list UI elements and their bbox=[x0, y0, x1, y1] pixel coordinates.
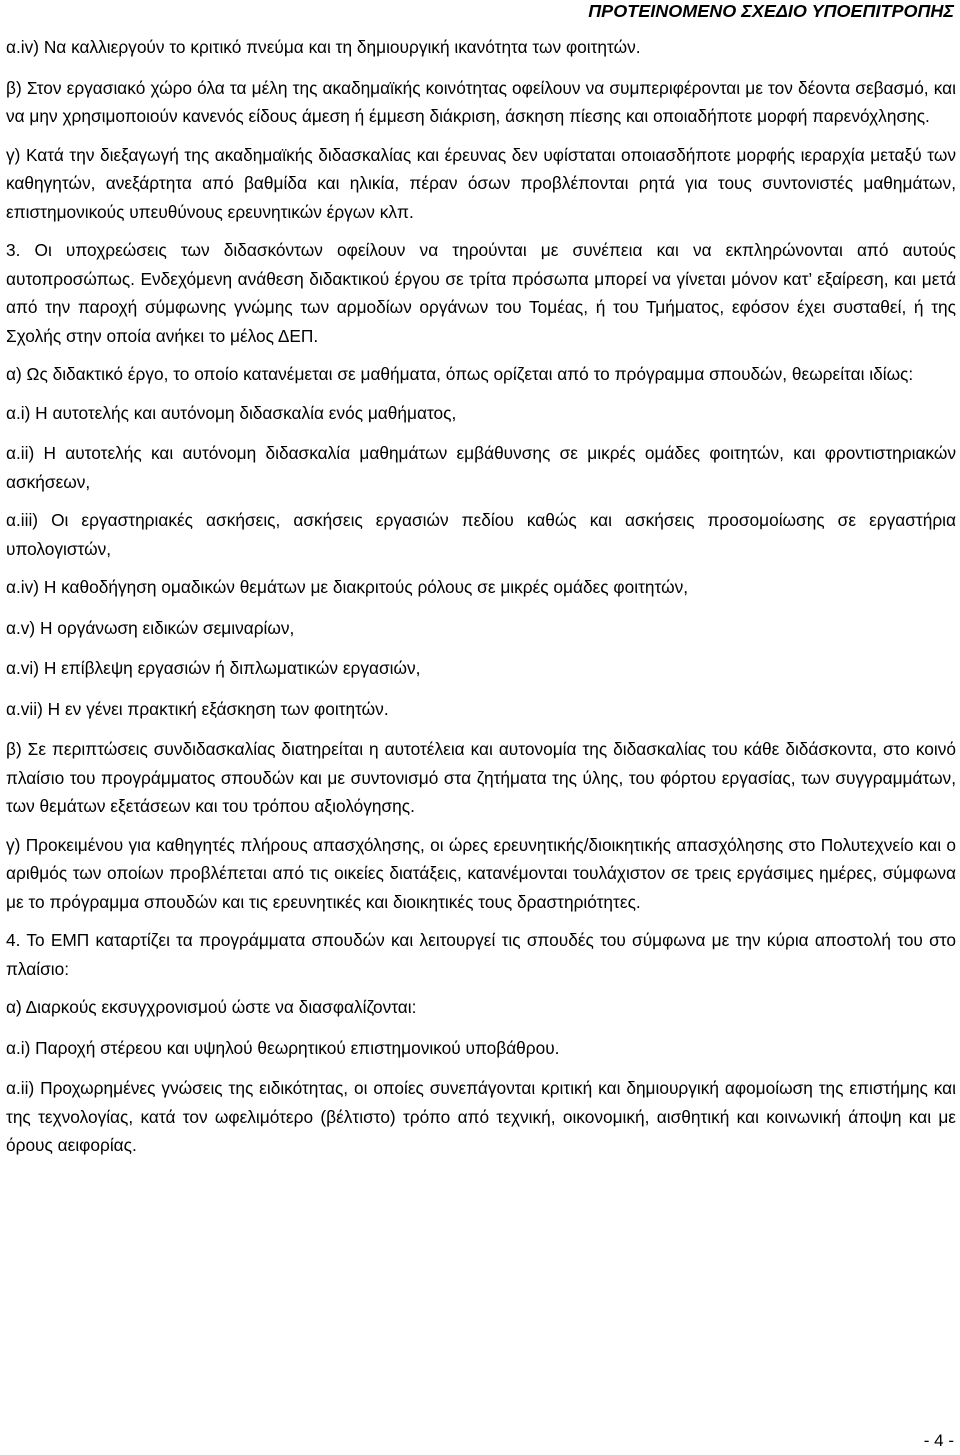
paragraph-b-respect: β) Στον εργασιακό χώρο όλα τα μέλη της ακαδημαϊκής κοινότητας οφείλουν να συμπεριφέρονται με τον δέοντα σεβασμό, και να μην χρησιμοποιούν κανενός είδους άμεση ή έμμεση διάκριση, άσκηση πίεσης και οποιαδήποτε μορφή παρενόχλησης. bbox=[6, 77, 956, 126]
paragraph-b-coteaching: β) Σε περιπτώσεις συνδιδασκαλίας διατηρείται η αυτοτέλεια και αυτονομία της διδασκαλίας του κάθε διδάσκοντα, στο κοινό πλαίσιο του προγράμματος σπουδών και με συντονισμό στα ζητήματα της ύλης, του φόρτου εργασίας, των συγγραμμάτων, των θεμάτων εξετάσεων και του τρόπου αξιολόγησης. bbox=[6, 739, 956, 816]
list-item-a-v: α.v) Η οργάνωση ειδικών σεμιναρίων, bbox=[6, 617, 295, 638]
paragraph-a-modernization: α) Διαρκούς εκσυγχρονισμού ώστε να διασφαλίζονται: bbox=[6, 997, 417, 1017]
list-item-a-vii: α.vii) Η εν γένει πρακτική εξάσκηση των φοιτητών. bbox=[6, 698, 389, 719]
document-body bbox=[6, 33, 956, 1170]
list-item-modern-a-i: α.i) Παροχή στέρεου και υψηλού θεωρητικού επιστημονικού υποβάθρου. bbox=[6, 1037, 560, 1058]
paragraph-4-programs: 4. Το ΕΜΠ καταρτίζει τα προγράμματα σπουδών και λειτουργεί τις σπουδές του σύμφωνα με την κύρια αποστολή του στο πλαίσιο: bbox=[6, 930, 956, 979]
list-item-a-vi: α.vi) Η επίβλεψη εργασιών ή διπλωματικών εργασιών, bbox=[6, 658, 421, 678]
paragraph-3-obligations: 3. Οι υποχρεώσεις των διδασκόντων οφείλουν να τηρούνται με συνέπεια και να εκπληρώνονται από αυτούς αυτοπροσώπως. Ενδεχόμενη ανάθεση διδακτικού έργου σε τρίτα πρόσωπα μπορεί να γίνεται μόνον κατ’ εξαίρεση, και μετά από την παροχή σύμφωνης γνώμης των αρμοδίων οργάνων του Τομέας, ή του Τμήματος, εφόσον έχει συσταθεί, ή της Σχολής στην οποία ανήκει το μέλος ΔΕΠ. bbox=[6, 240, 956, 346]
list-item-a-iv: α.iv) Η καθοδήγηση ομαδικών θεμάτων με διακριτούς ρόλους σε μικρές ομάδες φοιτητών, bbox=[6, 577, 689, 597]
list-item-modern-a-ii: α.ii) Προχωρημένες γνώσεις της ειδικότητας, οι οποίες συνεπάγονται κριτική και δημιουργική αφομοίωση της επιστήμης και της τεχνολογίας, κατά τον ωφελιμότερο (βέλτιστο) τρόπο από τεχνική, οικονομική, αισθητική και κοινωνική άποψη και με όρους αειφορίας. bbox=[6, 1078, 956, 1155]
paragraph-c-hierarchy: γ) Κατά την διεξαγωγή της ακαδημαϊκής διδασκαλίας και έρευνας δεν υφίσταται οποιασδήποτε μορφής ιεραρχία μεταξύ των καθηγητών, ανεξάρτητα από βαθμίδα και ηλικία, πέραν όσων προβλέπονται ρητά για τους συντονιστές μαθημάτων, επιστημονικούς υπευθύνους ερευνητικών έργων κλπ. bbox=[6, 144, 956, 222]
list-item-a-i: α.i) Η αυτοτελής και αυτόνομη διδασκαλία ενός μαθήματος, bbox=[6, 402, 457, 423]
list-item-a-ii: α.ii) Η αυτοτελής και αυτόνομη διδασκαλία μαθημάτων εμβάθυνσης σε μικρές ομάδες φοιτητών, και φροντιστηριακών ασκήσεων, bbox=[6, 443, 956, 492]
paragraph-a-iv: α.iv) Να καλλιεργούν το κριτικό πνεύμα και τη δημιουργική ικανότητα των φοιτητών. bbox=[6, 37, 641, 57]
list-item-a-iii: α.iii) Οι εργαστηριακές ασκήσεις, ασκήσεις εργασιών πεδίου καθώς και ασκήσεις προσομοίωσης σε εργαστήρια υπολογιστών, bbox=[6, 510, 956, 559]
paragraph-c-fulltime: γ) Προκειμένου για καθηγητές πλήρους απασχόλησης, οι ώρες ερευνητικής/διοικητικής απασχόλησης στο Πολυτεχνείο και ο αριθμός των οποίων προβλέπεται από τις οικείες διατάξεις, κατανέμονται τουλάχιστον σε τρεις εργάσιμες ημέρες, σύμφωνα με το πρόγραμμα σπουδών και τις ερευνητικές και διοικητικές τους δραστηριότητες. bbox=[6, 834, 956, 912]
page-header-title: ΠΡΟΤΕΙΝΟΜΕΝΟ ΣΧΕΔΙΟ ΥΠΟΕΠΙΤΡΟΠΗΣ bbox=[588, 1, 954, 21]
paragraph-a-teaching-work: α) Ως διδακτικό έργο, το οποίο κατανέμεται σε μαθήματα, όπως ορίζεται από το πρόγραμμα σπουδών, θεωρείται ιδίως: bbox=[6, 364, 914, 384]
page-number: - 4 - bbox=[923, 1431, 954, 1450]
